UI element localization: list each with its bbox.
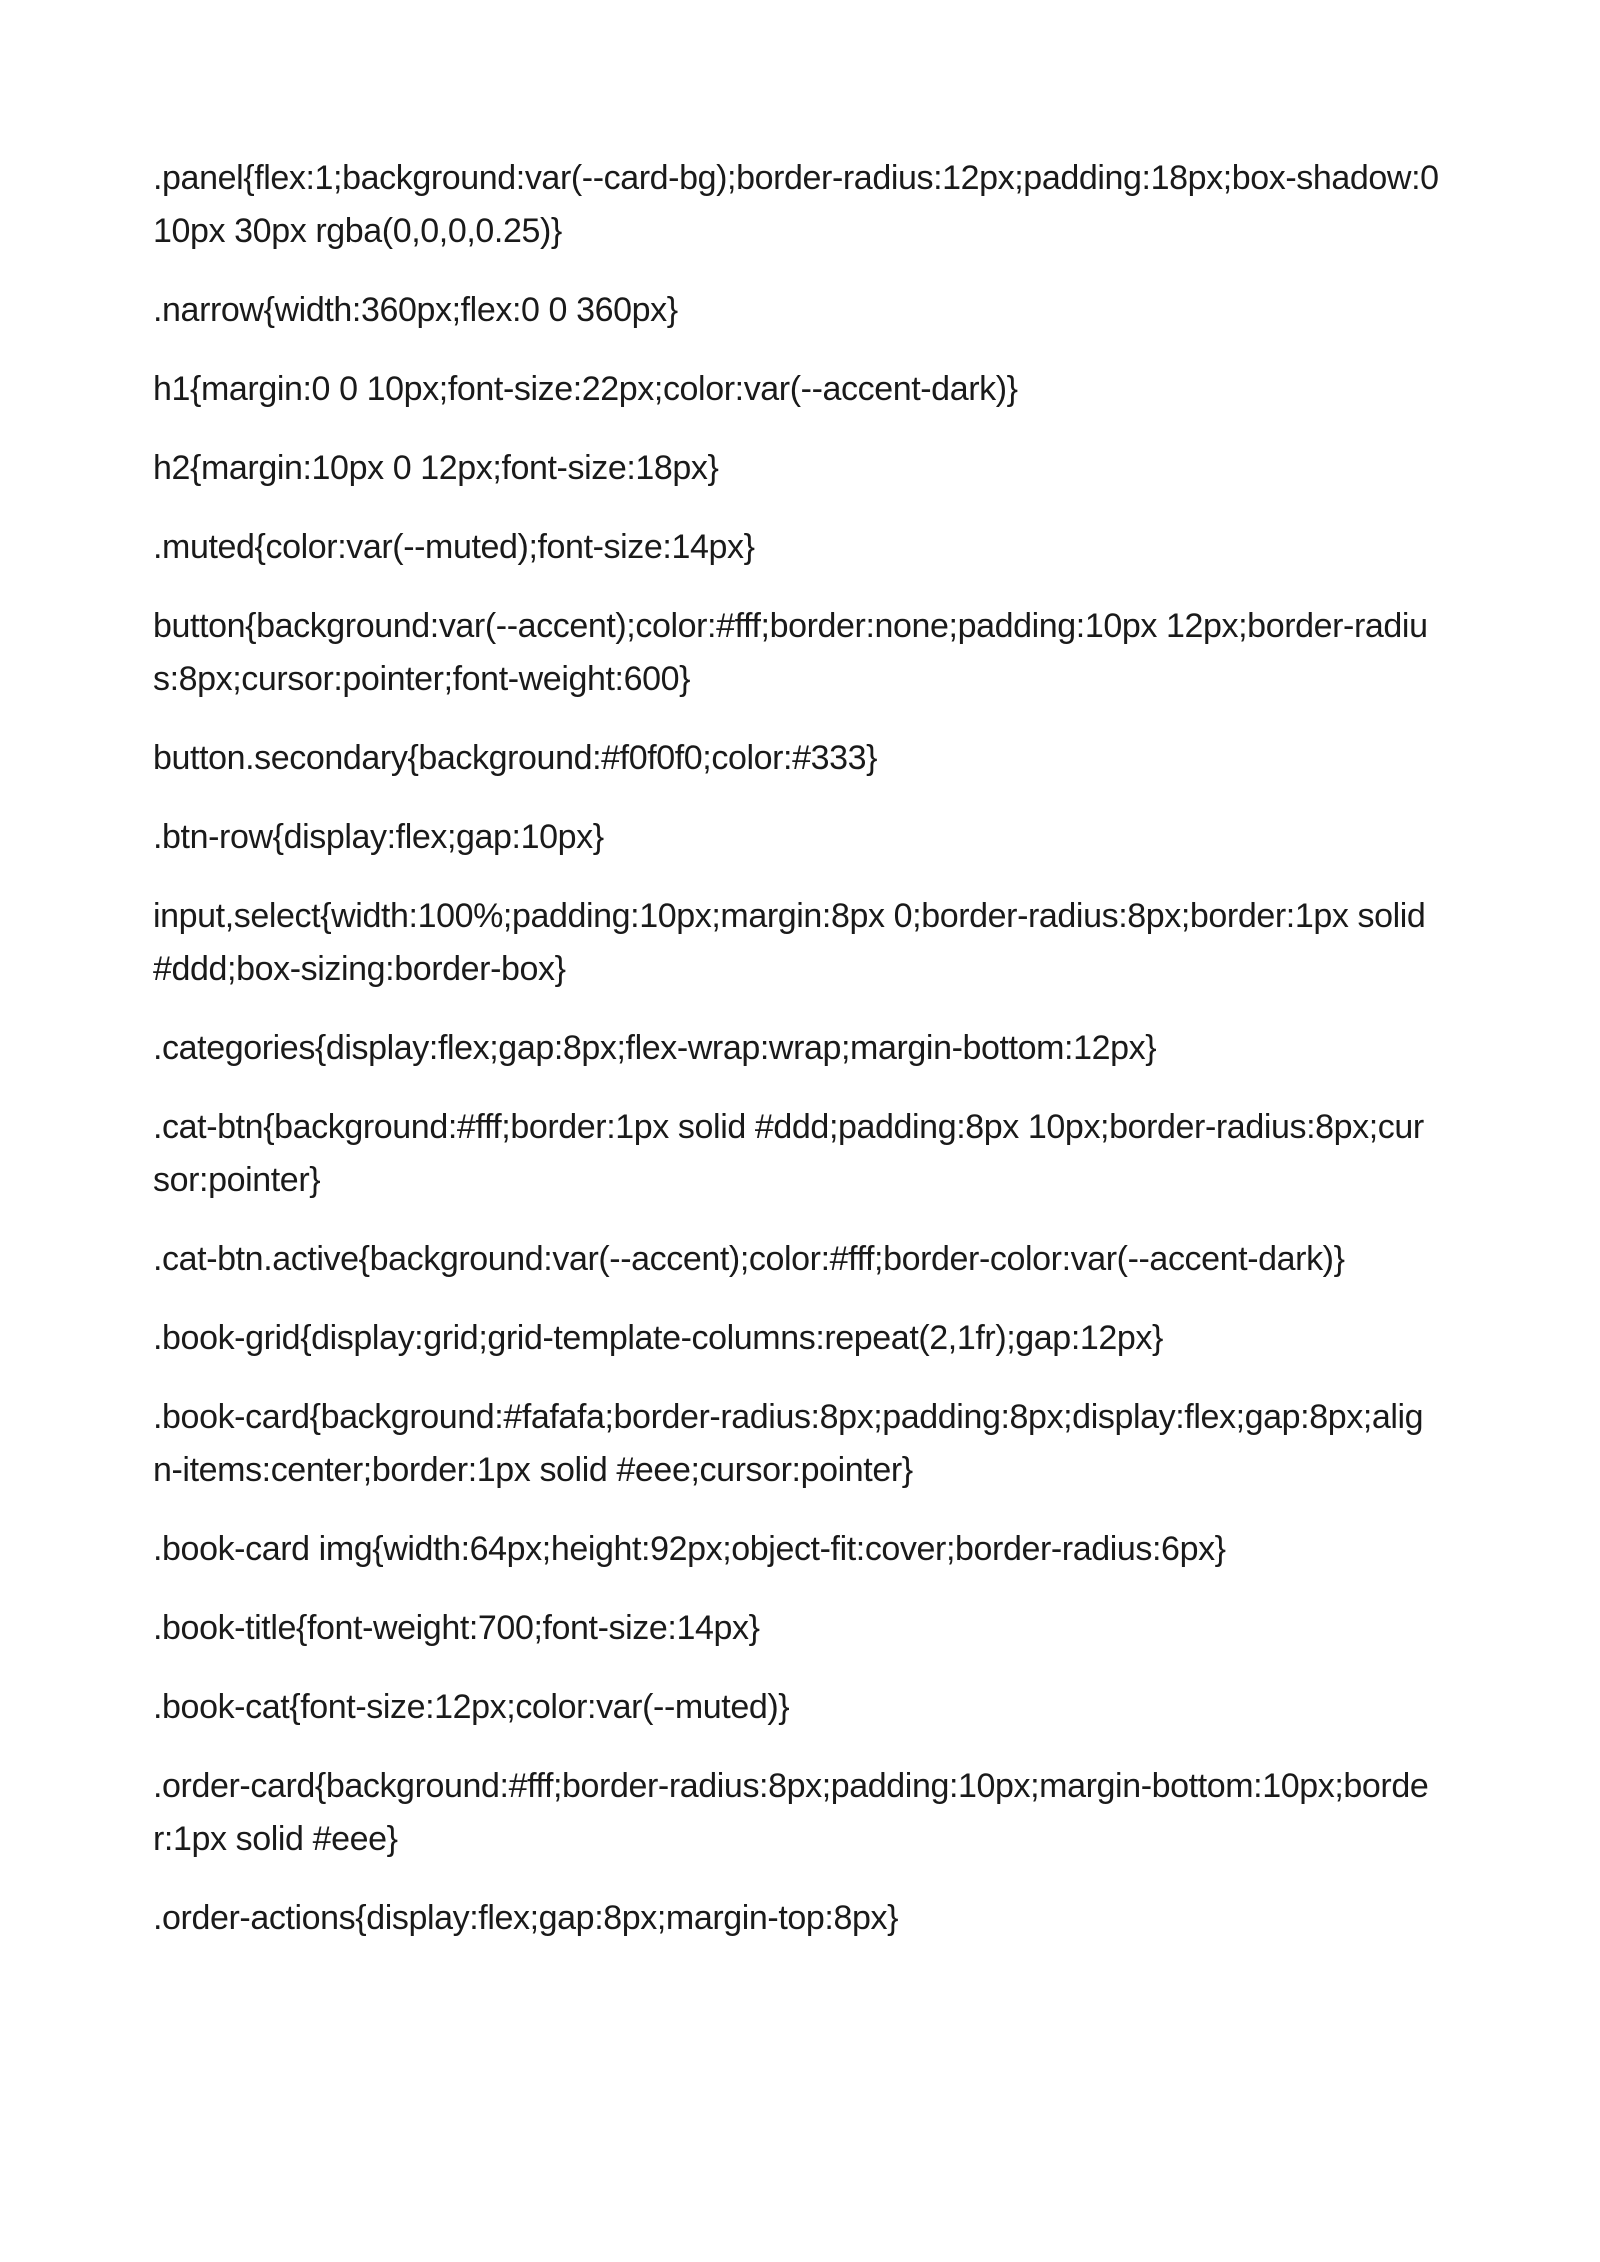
css-rule-narrow: .narrow{width:360px;flex:0 0 360px}: [153, 291, 678, 329]
css-rule-h2: h2{margin:10px 0 12px;font-size:18px}: [153, 449, 719, 487]
css-rule-book-title: .book-title{font-weight:700;font-size:14px}: [153, 1609, 760, 1647]
css-rule-order-card: .order-card{background:#fff;border-radius:8px;padding:10px;margin-bottom:10px;border:1px solid #eee}: [153, 1767, 1429, 1858]
css-rule-input-select: input,select{width:100%;padding:10px;margin:8px 0;border-radius:8px;border:1px solid #ddd;box-sizing:border-box}: [153, 897, 1426, 988]
css-rule-h1: h1{margin:0 0 10px;font-size:22px;color:var(--accent-dark)}: [153, 370, 1018, 408]
css-rule-panel: .panel{flex:1;background:var(--card-bg);border-radius:12px;padding:18px;box-shadow:0 10px 30px rgba(0,0,0,0.25)}: [153, 159, 1439, 250]
css-rule-book-cat: .book-cat{font-size:12px;color:var(--muted)}: [153, 1688, 790, 1726]
css-rule-button: button{background:var(--accent);color:#fff;border:none;padding:10px 12px;border-radius:8px;cursor:pointer;font-weight:600}: [153, 607, 1428, 698]
css-rule-button-secondary: button.secondary{background:#f0f0f0;color:#333}: [153, 739, 878, 777]
css-rule-btn-row: .btn-row{display:flex;gap:10px}: [153, 818, 604, 856]
css-rule-categories: .categories{display:flex;gap:8px;flex-wrap:wrap;margin-bottom:12px}: [153, 1029, 1157, 1067]
css-rule-book-grid: .book-grid{display:grid;grid-template-columns:repeat(2,1fr);gap:12px}: [153, 1319, 1163, 1357]
css-rule-book-card-img: .book-card img{width:64px;height:92px;object-fit:cover;border-radius:6px}: [153, 1530, 1226, 1568]
css-rule-cat-btn-active: .cat-btn.active{background:var(--accent);color:#fff;border-color:var(--accent-dark)}: [153, 1240, 1345, 1278]
css-rule-book-card: .book-card{background:#fafafa;border-radius:8px;padding:8px;display:flex;gap:8px;align-items:center;border:1px solid #eee;cursor:pointer}: [153, 1398, 1424, 1489]
css-rule-muted: .muted{color:var(--muted);font-size:14px}: [153, 528, 755, 566]
css-rule-cat-btn: .cat-btn{background:#fff;border:1px solid #ddd;padding:8px 10px;border-radius:8px;cursor:pointer}: [153, 1108, 1424, 1199]
css-rule-order-actions: .order-actions{display:flex;gap:8px;margin-top:8px}: [153, 1899, 899, 1937]
